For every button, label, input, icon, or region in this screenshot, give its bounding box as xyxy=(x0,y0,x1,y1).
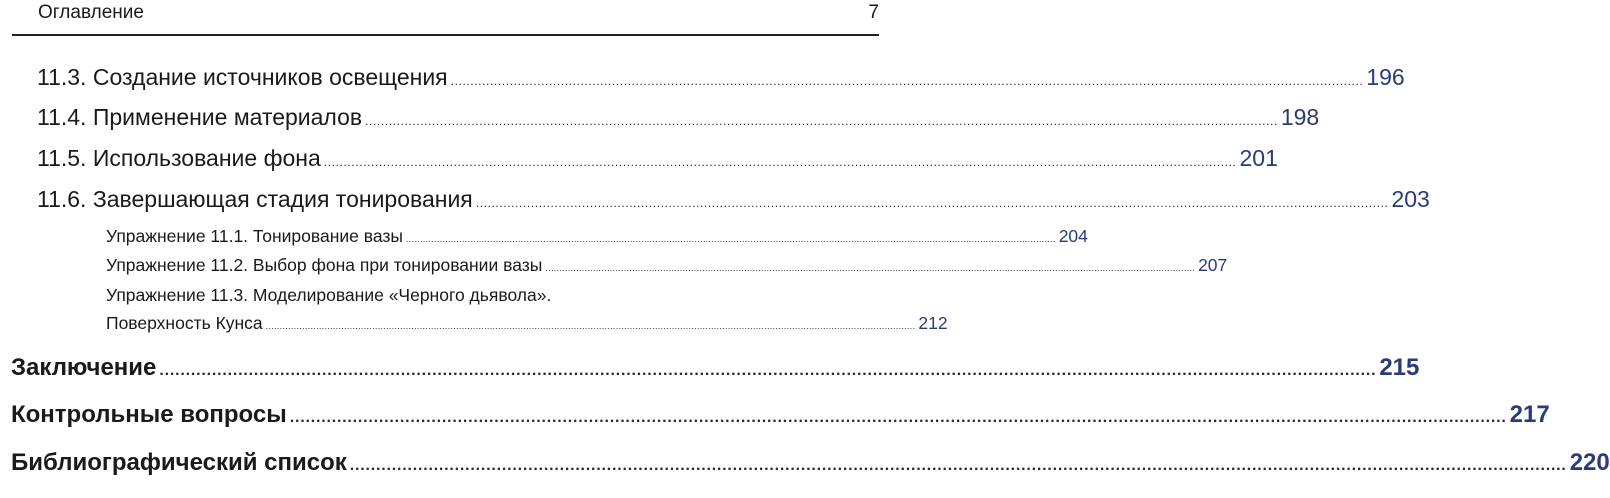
toc-entry-label: 11.6. Завершающая стадия тонирования xyxy=(37,186,473,212)
running-header xyxy=(12,0,879,36)
toc-entry-page: 203 xyxy=(1391,186,1430,212)
toc-entry-11-3[interactable] xyxy=(37,64,1405,98)
toc-entry-label: Контрольные вопросы xyxy=(11,401,287,428)
toc-entry-label: Заключение xyxy=(11,354,157,381)
toc-entry-page: 207 xyxy=(1198,255,1228,275)
toc-entry-page: 220 xyxy=(1569,449,1610,476)
toc-entry-review-questions[interactable] xyxy=(11,401,1550,441)
toc-entry-label: 11.4. Применение материалов xyxy=(37,104,363,130)
toc-entry-bibliography[interactable] xyxy=(11,449,1610,489)
header-title: Оглавление xyxy=(38,2,144,23)
toc-entry-page: 212 xyxy=(918,313,948,333)
toc-entry-label: Упражнение 11.1. Тонирование вазы xyxy=(106,226,403,246)
toc-entry-page: 204 xyxy=(1058,226,1088,246)
toc-entry-label: Библиографический список xyxy=(11,449,347,476)
toc-entry-exercise-11-2[interactable] xyxy=(106,255,1228,281)
toc-entry-page: 217 xyxy=(1509,401,1550,428)
dot-leader: ........................................................................................................................................................................................................................................ xyxy=(159,362,1377,379)
header-page-number: 7 xyxy=(868,2,879,23)
dot-leader: ........................................................................................................................................................................................................................................ xyxy=(450,74,1364,88)
toc-entry-exercise-11-1[interactable] xyxy=(106,226,1088,252)
toc-entry-page: 215 xyxy=(1379,354,1420,381)
toc-entry-conclusion[interactable] xyxy=(11,354,1420,394)
toc-entry-page: 198 xyxy=(1280,104,1320,130)
toc-entry-exercise-11-3-line1[interactable]: Упражнение 11.3. Моделирование «Черного дьявола». xyxy=(106,285,552,305)
toc-entry-page: 201 xyxy=(1239,145,1278,171)
toc-entry-page: 196 xyxy=(1366,64,1405,90)
dot-leader: ........................................................................................................................................................................................................................................ xyxy=(265,321,916,331)
toc-entry-11-4[interactable] xyxy=(37,104,1320,138)
toc-entry-label: 11.3. Создание источников освещения xyxy=(37,64,448,90)
dot-leader: ........................................................................................................................................................................................................................................ xyxy=(545,263,1196,273)
dot-leader: ........................................................................................................................................................................................................................................ xyxy=(289,409,1507,426)
toc-entry-label: Упражнение 11.2. Выбор фона при тонировании вазы xyxy=(106,255,543,275)
dot-leader: ........................................................................................................................................................................................................................................ xyxy=(365,114,1278,128)
toc-entry-exercise-11-3[interactable] xyxy=(106,313,948,339)
toc-entry-label: Поверхность Кунса xyxy=(106,313,263,333)
toc-entry-11-6[interactable] xyxy=(37,186,1430,220)
toc-entry-label: 11.5. Использование фона xyxy=(37,145,321,171)
toc-entry-11-5[interactable] xyxy=(37,145,1278,179)
dot-leader: ........................................................................................................................................................................................................................................ xyxy=(475,196,1389,210)
dot-leader: ........................................................................................................................................................................................................................................ xyxy=(405,234,1056,244)
dot-leader: ........................................................................................................................................................................................................................................ xyxy=(349,457,1567,474)
dot-leader: ........................................................................................................................................................................................................................................ xyxy=(323,155,1237,169)
